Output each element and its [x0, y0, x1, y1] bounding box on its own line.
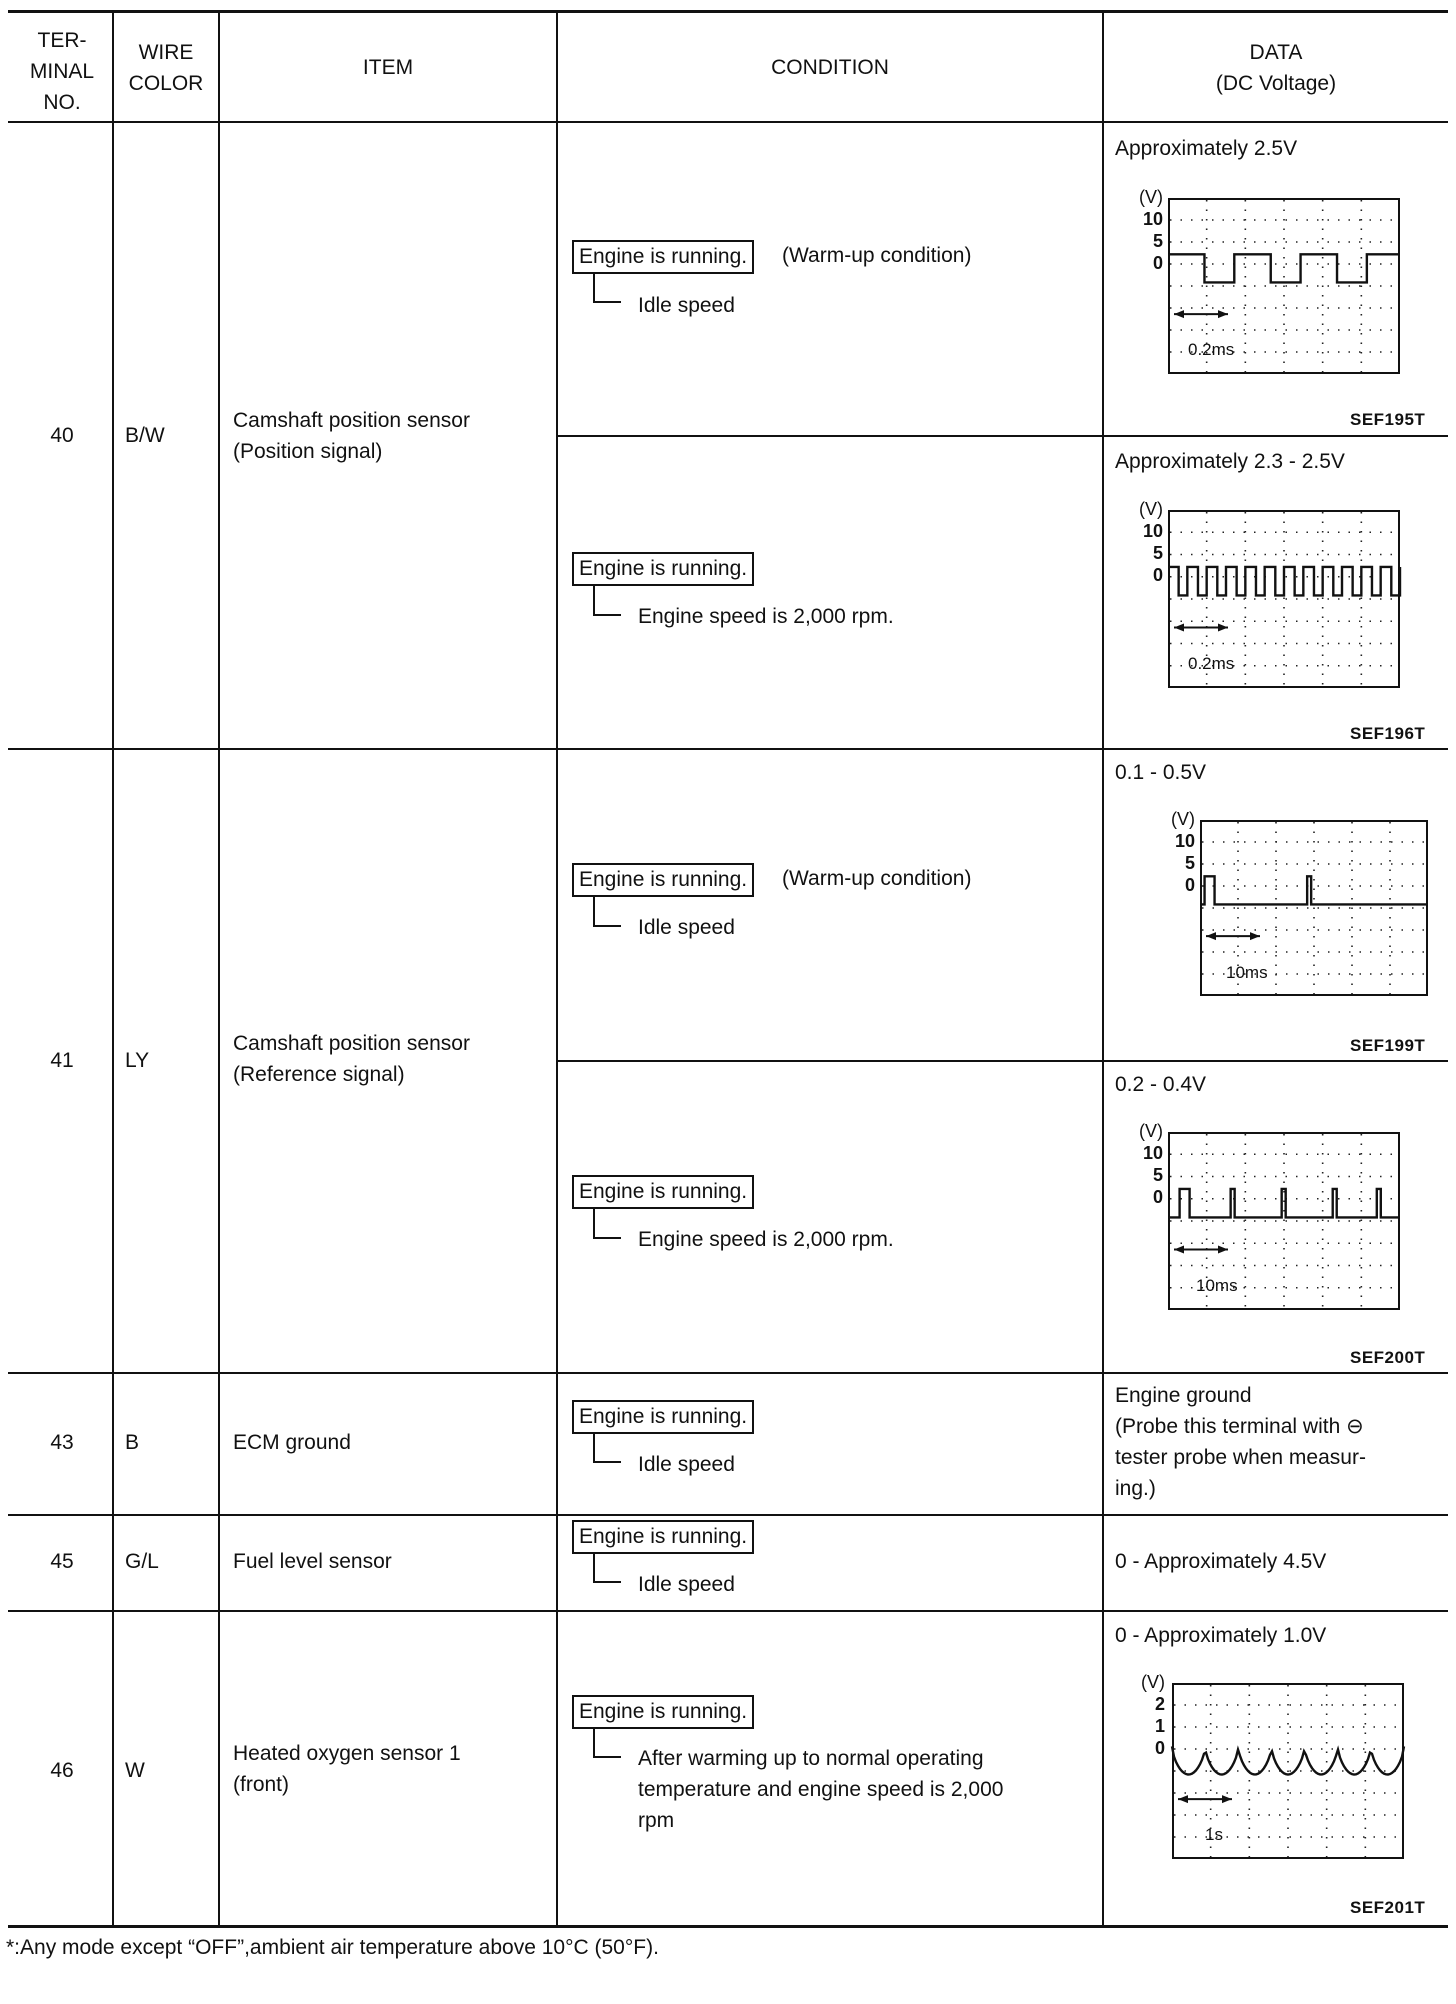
row-40b-time-label: 0.2ms: [1188, 654, 1235, 673]
row-46-item-line-1: Heated oxygen sensor 1: [233, 1742, 461, 1765]
scope-waveform: [1200, 876, 1428, 904]
row-43-branch-line: [593, 1434, 621, 1463]
axis-tick-high: 10: [1142, 521, 1163, 541]
row-46-branch-line: [593, 1729, 621, 1758]
row-46-branch-line-1: After warming up to normal operating: [638, 1747, 984, 1770]
row-41b-condition-box: Engine is running.: [572, 1175, 754, 1209]
row-46-terminal: 46: [50, 1759, 74, 1782]
header-wire-line-2: COLOR: [128, 72, 204, 95]
axis-tick-zero: 0: [1152, 1187, 1163, 1207]
row-43-value-line-4: ing.): [1115, 1477, 1156, 1500]
row-46-branch-line-2: temperature and engine speed is 2,000: [638, 1778, 1004, 1801]
time-arrow-head: [1174, 1245, 1184, 1253]
header-terminal-line-2: MINAL: [29, 60, 95, 83]
row-43-value-line-2: (Probe this terminal with ⊖: [1115, 1415, 1364, 1438]
axis-unit: (V): [1139, 187, 1163, 207]
axis-tick-zero: 0: [1154, 1738, 1165, 1758]
row-41b-time-label: 10ms: [1196, 1276, 1238, 1295]
row-40a-condition-extra: (Warm-up condition): [782, 244, 972, 267]
row-46-figure-code: SEF201T: [1350, 1898, 1426, 1917]
table-top-rule: [8, 10, 1448, 13]
row-40-terminal: 40: [50, 424, 74, 447]
header-rule: [8, 121, 1448, 123]
row-40b-axis: [1125, 498, 1163, 586]
row-40a-condition-box: Engine is running.: [572, 240, 754, 274]
row-43-item: ECM ground: [233, 1431, 351, 1454]
row-41-item: [233, 1028, 470, 1090]
row-45-branch-text: Idle speed: [638, 1573, 735, 1596]
scope-waveform: [1168, 567, 1400, 595]
header-wire-color: [114, 37, 218, 99]
row-46-axis: [1127, 1671, 1165, 1759]
row-41-wire: LY: [125, 1049, 150, 1072]
row-41a-time-label: 10ms: [1226, 963, 1268, 982]
header-terminal: [14, 25, 110, 118]
scope-waveform: [1168, 254, 1400, 282]
axis-unit: (V): [1141, 1672, 1165, 1692]
row-45-value: 0 - Approximately 4.5V: [1115, 1550, 1327, 1573]
row-41a-branch-line: [593, 897, 621, 927]
row-41b-axis: [1125, 1120, 1163, 1208]
time-arrow-head: [1206, 932, 1216, 940]
row-40b-figure-code: SEF196T: [1350, 724, 1426, 743]
row-40a-branch-text: Idle speed: [638, 294, 735, 317]
row-41-terminal: 41: [50, 1049, 74, 1072]
axis-tick-mid: 5: [1184, 853, 1195, 873]
row-41a-figure-code: SEF199T: [1350, 1036, 1426, 1055]
row-40-item: [233, 405, 470, 467]
row-46-item-line-2: (front): [233, 1773, 290, 1796]
row-41a-condition-extra: (Warm-up condition): [782, 867, 972, 890]
row-41-item-line-1: Camshaft position sensor: [233, 1032, 470, 1055]
row-43-condition-box: Engine is running.: [572, 1400, 754, 1434]
axis-tick-zero: 0: [1184, 875, 1195, 895]
row-45-item: Fuel level sensor: [233, 1550, 392, 1573]
row-46-item: [233, 1738, 461, 1800]
row-41b-branch-line: [593, 1209, 621, 1239]
row-40a-figure-code: SEF195T: [1350, 410, 1426, 429]
header-condition: CONDITION: [771, 56, 889, 79]
row-40a-value: Approximately 2.5V: [1115, 137, 1298, 160]
axis-tick-mid: 5: [1152, 1165, 1163, 1185]
row-41b-branch-text: Engine speed is 2,000 rpm.: [638, 1228, 894, 1251]
row-45-wire: G/L: [125, 1550, 159, 1573]
row-46-condition-box: Engine is running.: [572, 1695, 754, 1729]
header-data: [1104, 37, 1448, 99]
row-40b-branch-line: [593, 586, 621, 616]
axis-tick-zero: 0: [1152, 253, 1163, 273]
axis-tick-high: 10: [1142, 1143, 1163, 1163]
col-rule-2: [218, 10, 220, 1927]
row-46-branch-text: [638, 1743, 1003, 1836]
time-arrow-head: [1174, 310, 1184, 318]
col-rule-1: [112, 10, 114, 1927]
row-41-sub-rule: [556, 1060, 1448, 1062]
axis-tick-high: 2: [1154, 1694, 1165, 1714]
row-41b-figure-code: SEF200T: [1350, 1348, 1426, 1367]
axis-tick-mid: 5: [1152, 543, 1163, 563]
row-41a-branch-text: Idle speed: [638, 916, 735, 939]
time-arrow-head: [1178, 1795, 1188, 1803]
row-40a-branch-line: [593, 274, 621, 303]
time-arrow-head: [1218, 1245, 1228, 1253]
axis-tick-high: 10: [1174, 831, 1195, 851]
row-45-branch-line: [593, 1554, 621, 1583]
axis-tick-zero: 0: [1152, 565, 1163, 585]
row-40a-time-label: 0.2ms: [1188, 340, 1235, 359]
header-terminal-line-3: NO.: [43, 91, 81, 114]
row-40-wire: B/W: [125, 424, 165, 447]
header-wire-line-1: WIRE: [138, 41, 194, 64]
time-arrow-head: [1222, 1795, 1232, 1803]
row-43-wire: B: [125, 1431, 140, 1454]
row-41a-condition-box: Engine is running.: [572, 863, 754, 897]
time-arrow-head: [1250, 932, 1260, 940]
row-46-branch-line-3: rpm: [638, 1809, 675, 1832]
row-46-time-label: 1s: [1205, 1825, 1223, 1844]
axis-unit: (V): [1139, 499, 1163, 519]
row-40b-value: Approximately 2.3 - 2.5V: [1115, 450, 1345, 473]
time-arrow-head: [1218, 623, 1228, 631]
row-41a-axis: [1157, 808, 1195, 896]
axis-tick-high: 10: [1142, 209, 1163, 229]
row-41a-value: 0.1 - 0.5V: [1115, 761, 1207, 784]
row-40a-axis: [1125, 186, 1163, 274]
time-arrow-head: [1218, 310, 1228, 318]
row-43-rule: [8, 1514, 1448, 1516]
row-45-rule: [8, 1610, 1448, 1612]
table-bottom-rule: [8, 1925, 1448, 1928]
header-data-line-2: (DC Voltage): [1215, 72, 1337, 95]
axis-tick-mid: 1: [1154, 1716, 1165, 1736]
row-43-value-line-1: Engine ground: [1115, 1384, 1252, 1407]
row-40b-condition-box: Engine is running.: [572, 552, 754, 586]
row-45-terminal: 45: [50, 1550, 74, 1573]
row-46-wire: W: [125, 1759, 145, 1782]
row-41b-value: 0.2 - 0.4V: [1115, 1073, 1207, 1096]
row-40-sub-rule: [556, 435, 1448, 437]
scope-waveform: [1168, 1189, 1400, 1217]
col-rule-4: [1102, 10, 1104, 1927]
row-41-rule: [8, 1372, 1448, 1374]
header-terminal-line-1: TER-: [37, 29, 87, 52]
axis-tick-mid: 5: [1152, 231, 1163, 251]
row-40-rule: [8, 748, 1448, 750]
row-41-item-line-2: (Reference signal): [233, 1063, 405, 1086]
row-43-value-line-3: tester probe when measur-: [1115, 1446, 1366, 1469]
row-43-branch-text: Idle speed: [638, 1453, 735, 1476]
row-43-value: [1115, 1380, 1366, 1504]
row-45-condition-box: Engine is running.: [572, 1520, 754, 1554]
header-item: ITEM: [362, 56, 414, 79]
row-40b-branch-text: Engine speed is 2,000 rpm.: [638, 605, 894, 628]
header-data-line-1: DATA: [1249, 41, 1303, 64]
time-arrow-head: [1174, 623, 1184, 631]
axis-unit: (V): [1139, 1121, 1163, 1141]
axis-unit: (V): [1171, 809, 1195, 829]
row-46-value: 0 - Approximately 1.0V: [1115, 1624, 1327, 1647]
footnote: *:Any mode except “OFF”,ambient air temperature above 10°C (50°F).: [6, 1936, 659, 1959]
row-40-item-line-1: Camshaft position sensor: [233, 409, 470, 432]
row-43-terminal: 43: [50, 1431, 74, 1454]
col-rule-3: [556, 10, 558, 1927]
row-40-item-line-2: (Position signal): [233, 440, 383, 463]
